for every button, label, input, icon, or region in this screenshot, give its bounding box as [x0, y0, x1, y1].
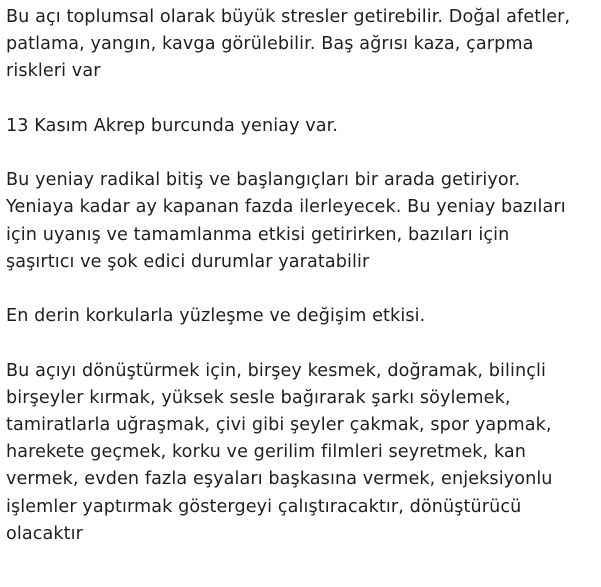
- text-line: için uyanış ve tamamlanma etkisi getirirken, bazıları için: [6, 224, 510, 245]
- text-line: harekete geçmek, korku ve gerilim filmleri seyretmek, kan: [6, 442, 527, 463]
- text-line: Bu açı toplumsal olarak büyük stresler getirebilir. Doğal afetler,: [6, 7, 571, 27]
- text-line: birşeyler kırmak, yüksek sesle bağırarak şarkı söylemek,: [6, 387, 511, 408]
- paragraph-transformation-tips: [6, 358, 595, 548]
- text-line: şaşırtıcı ve şok edici durumlar yaratabilir: [6, 251, 370, 272]
- text-line: işlemler yaptırmak göstergeyi çalıştıracaktır, dönüştürücü: [6, 496, 522, 517]
- text-line: En derin korkularla yüzleşme ve değişim etkisi.: [6, 306, 426, 327]
- text-line: Bu yeniay radikal bitiş ve başlangıçları bir arada getiriyor.: [6, 170, 521, 191]
- paragraph-new-moon-date: [6, 113, 595, 140]
- paragraph-stress-warning: [6, 4, 595, 86]
- text-line: Bu açıyı dönüştürmek için, birşey kesmek, doğramak, bilinçli: [6, 360, 546, 381]
- paragraph-new-moon-effects: [6, 167, 595, 276]
- text-line: vermek, evden fazla eşyaları başkasına vermek, enjeksiyonlu: [6, 469, 553, 490]
- paragraph-fears: [6, 303, 595, 330]
- text-line: olacaktır: [6, 523, 83, 544]
- text-line: riskleri var: [6, 61, 101, 82]
- text-line: Yeniaya kadar ay kapanan fazda ilerleyecek. Bu yeniay bazıları: [6, 197, 566, 218]
- text-line: 13 Kasım Akrep burcunda yeniay var.: [6, 115, 339, 136]
- text-line: tamiratlarla uğraşmak, çivi gibi şeyler çakmak, spor yapmak,: [6, 414, 552, 435]
- text-line: patlama, yangın, kavga görülebilir. Baş ağrısı kaza, çarpma: [6, 34, 534, 55]
